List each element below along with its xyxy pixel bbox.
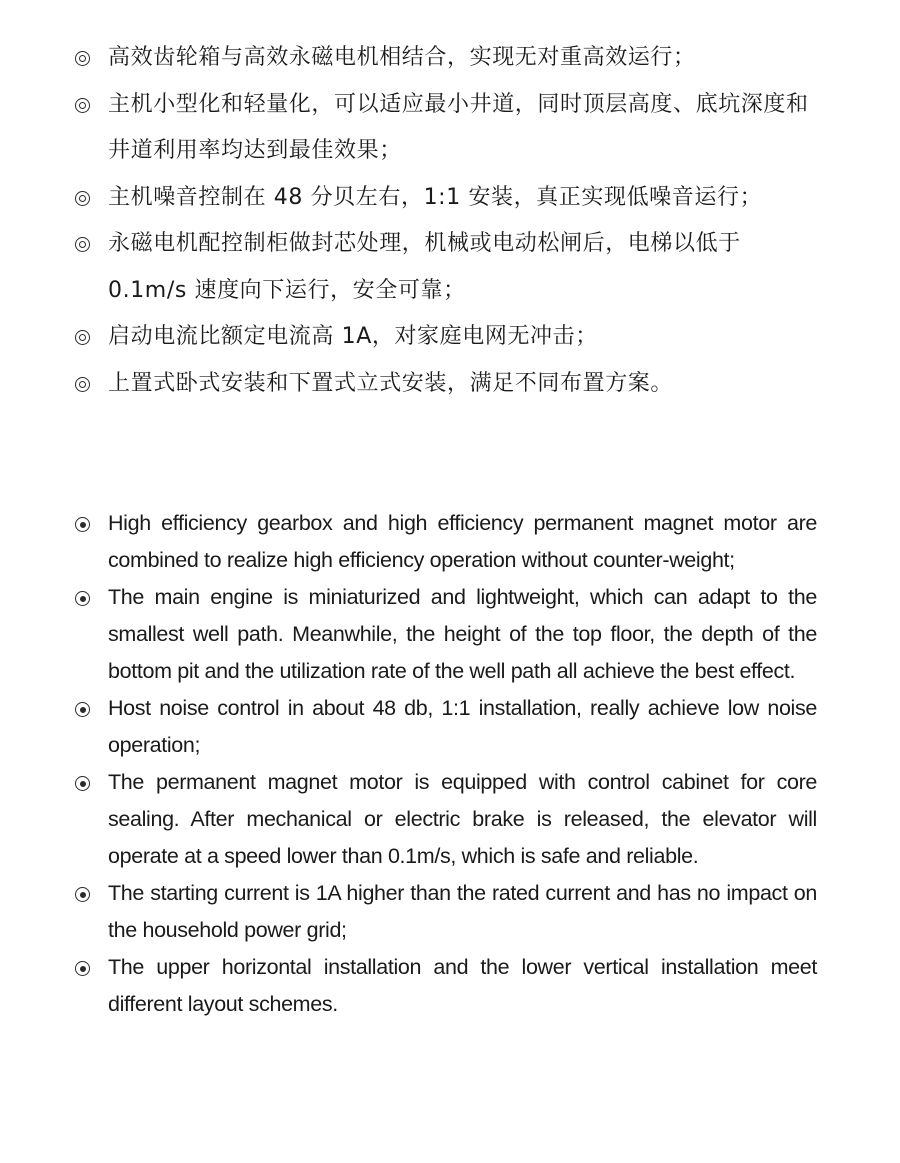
chinese-feature-list — [75, 35, 817, 407]
bullseye-bullet-icon — [75, 776, 90, 791]
list-item — [75, 949, 817, 1023]
list-item — [75, 82, 817, 175]
list-item — [75, 314, 817, 361]
feature-text: 永磁电机配控制柜做封芯处理，机械或电动松闸后，电梯以低于 0.1m/s 速度向下运行，安全可靠； — [108, 231, 741, 303]
bullseye-bullet-icon — [75, 330, 90, 345]
list-item — [75, 579, 817, 690]
feature-text: 启动电流比额定电流高 1A，对家庭电网无冲击； — [108, 324, 598, 349]
feature-text: High efficiency gearbox and high efficiency permanent magnet motor are combined to realize high efficiency operation without counter-weight; — [108, 511, 817, 572]
feature-text: 主机噪音控制在 48 分贝左右，1:1 安装，真正实现低噪音运行； — [108, 184, 763, 210]
bullseye-bullet-icon — [75, 98, 90, 113]
bullseye-bullet-icon — [75, 191, 90, 206]
feature-text: The main engine is miniaturized and lightweight, which can adapt to the smallest well path. Meanwhile, the height of the top floor, the depth of the bottom pit and the utilization rate of the well path all achieve the best effect. — [108, 585, 817, 683]
bullseye-bullet-icon — [75, 702, 90, 717]
feature-text: The upper horizontal installation and the lower vertical installation meet different layout schemes. — [108, 955, 817, 1016]
bullseye-bullet-icon — [75, 961, 90, 976]
feature-text: 主机小型化和轻量化，可以适应最小井道，同时顶层高度、底坑深度和井道利用率均达到最佳效果； — [108, 91, 809, 163]
list-item — [75, 875, 817, 949]
bullseye-bullet-icon — [75, 237, 90, 252]
feature-text: 上置式卧式安装和下置式立式安装，满足不同布置方案。 — [108, 370, 674, 396]
list-item — [75, 690, 817, 764]
feature-text: Host noise control in about 48 db, 1:1 installation, really achieve low noise operation; — [108, 696, 817, 757]
list-item — [75, 361, 817, 408]
bullseye-bullet-icon — [75, 591, 90, 606]
feature-text: The starting current is 1A higher than the rated current and has no impact on the household power grid; — [108, 881, 817, 942]
feature-text: 高效齿轮箱与高效永磁电机相结合，实现无对重高效运行； — [108, 45, 696, 70]
english-feature-list — [75, 505, 817, 1023]
bullseye-bullet-icon — [75, 887, 90, 902]
list-item — [75, 175, 817, 222]
list-item — [75, 764, 817, 875]
list-item — [75, 221, 817, 314]
bullseye-bullet-icon — [75, 377, 90, 392]
list-item — [75, 35, 817, 82]
list-item — [75, 505, 817, 579]
feature-text: The permanent magnet motor is equipped with control cabinet for core sealing. After mechanical or electric brake is released, the elevator will operate at a speed lower than 0.1m/s, which is safe and reliable. — [108, 770, 817, 868]
bullseye-bullet-icon — [75, 517, 90, 532]
bullseye-bullet-icon — [75, 51, 90, 66]
